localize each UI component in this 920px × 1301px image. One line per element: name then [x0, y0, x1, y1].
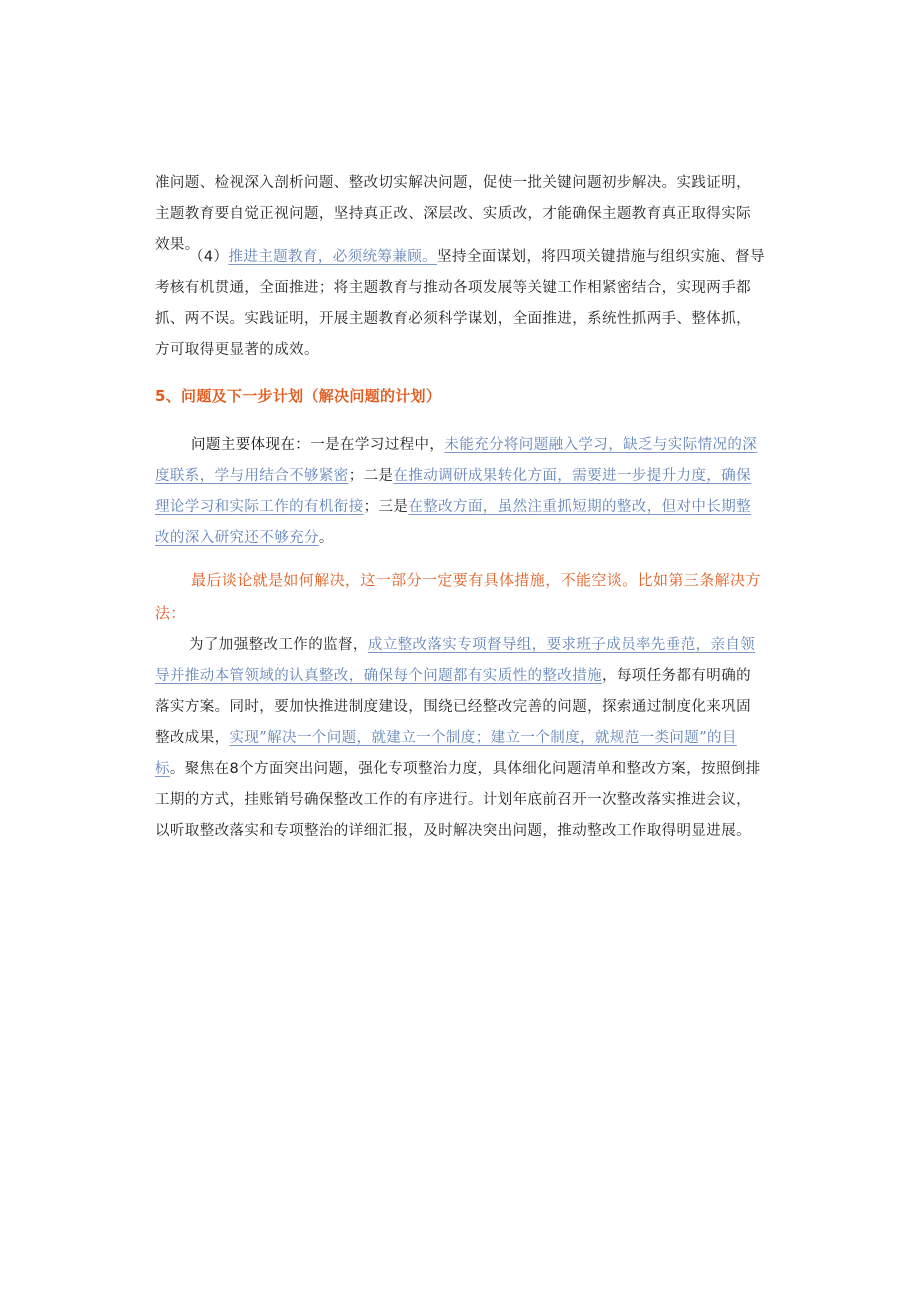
section-5-heading: 5、问题及下一步计划（解决问题的计划）	[155, 387, 442, 405]
problem-first-link[interactable]: 未能充分将问题融入学习，缺乏与实际情况的深度联系，学与用结合不够紧密	[155, 437, 758, 484]
method-heading-text: 最后谈论就是如何解决，这一部分一定要有具体措施，不能空谈。比如第三条解决方法：	[155, 571, 761, 622]
method-link-2[interactable]: 实现”解决一个问题，就建立一个制度；建立一个制度，就规范一类问题”的目标	[155, 730, 737, 777]
method-part-4: 个方面突出问题，强化专项整治力度，具体细化问题清单和整改方案，按照倒排工期的方式，挂账销号确保整改工作的有序进行。计划年底前召开一次整改落实推进会议，以听取整改落实和专项整治的详细汇报，及时解决突出问题，推动整改工作取得明显进展。	[155, 761, 761, 839]
method-heading-paragraph	[155, 564, 765, 630]
problems-paragraph	[155, 430, 765, 554]
point-4-number: （4）	[189, 249, 229, 265]
intro-text: 准问题、检视深入剖析问题、整改切实解决问题，促使一批关键问题初步解决。实践证明，主题教育要自觉正视问题，坚持真正改、深层改、实质改，才能确保主题教育真正取得实际效果。	[155, 175, 751, 253]
problems-lead: 问题主要体现在：	[191, 437, 311, 453]
problem-first-label: 一是在学习过程中，	[310, 437, 445, 453]
method-paragraph	[155, 630, 765, 847]
problem-third-label: ；三是	[363, 499, 409, 515]
problem-third-link[interactable]: 在整改方面，虽然注重抓短期的整改，但对中长期整改的深入研究还不够充分	[155, 499, 752, 546]
method-number-8: 8	[229, 761, 240, 777]
problem-second-label: ；二是	[348, 468, 394, 484]
method-link-1[interactable]: 成立整改落实专项督导组，要求班子成员率先垂范，亲自领导并推动本管领域的认真整改，确保每个问题都有实质性的整改措施	[155, 637, 756, 684]
method-part-3: 。聚焦在	[169, 761, 230, 777]
problem-second-link[interactable]: 在推动调研成果转化方面，需要进一步提升力度，确保理论学习和实际工作的有机衔接	[155, 468, 752, 515]
point-4-text: 坚持全面谋划，将四项关键措施与组织实施、督导考核有机贯通，全面推进；将主题教育与推动各项发展等关键工作相紧密结合，实现两手都抓、两不误。实践证明，开展主题教育必须科学谋划，全面推进，系统性抓两手、整体抓，方可取得更显著的成效。	[155, 249, 765, 358]
point-4-link[interactable]: 推进主题教育，必须统筹兼顾。	[228, 249, 438, 265]
method-part-1: 为了加强整改工作的监督，	[189, 637, 368, 653]
method-part-2: ，每项任务都有明确的落实方案。同时，要加快推进制度建设，围绕已经整改完善的问题，探索通过制度化来巩固整改成果，	[155, 668, 751, 746]
problems-end: 。	[318, 530, 334, 546]
point-4-paragraph	[155, 242, 765, 366]
